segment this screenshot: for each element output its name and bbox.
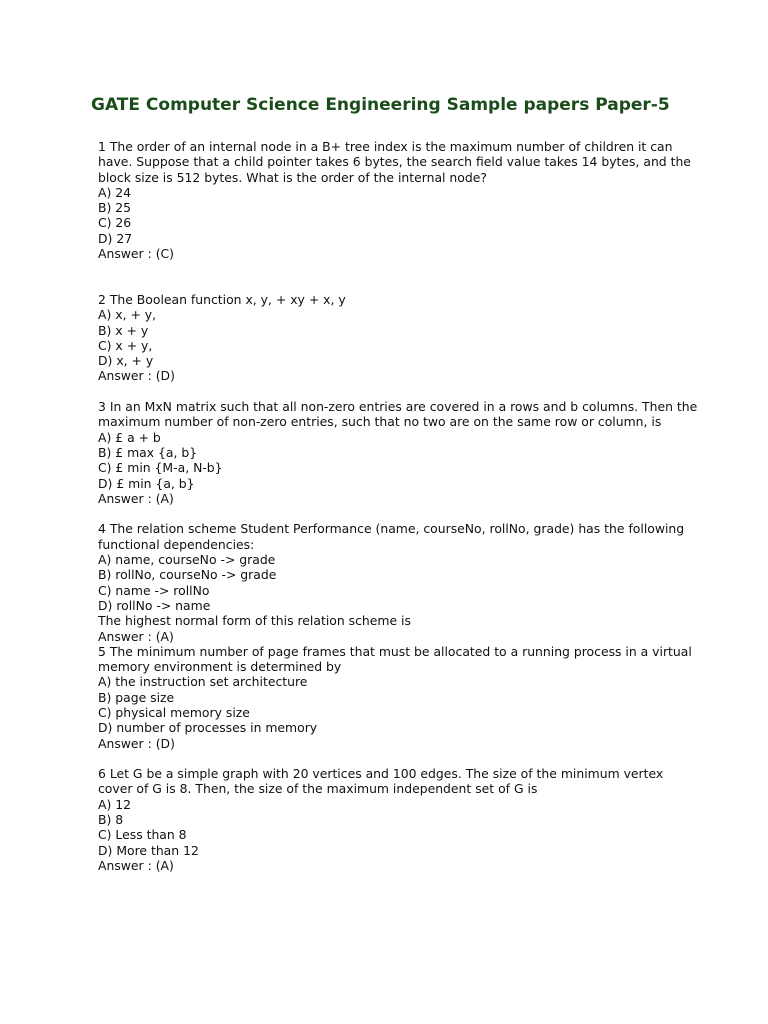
option-d: D) 27	[98, 230, 133, 246]
option-b: B) £ max {a, b}	[98, 444, 198, 460]
option-b: B) rollNo, courseNo -> grade	[98, 567, 277, 583]
question-text: 2 The Boolean function x, y, + xy + x, y	[98, 291, 346, 307]
question-text: 5 The minimum number of page frames that must be allocated to a running process in a virtual memory environment is determined by	[98, 643, 692, 675]
answer: Answer : (A)	[98, 857, 174, 873]
option-b: B) page size	[98, 689, 175, 705]
spacer	[98, 261, 698, 292]
question-2	[98, 292, 698, 384]
option-b: B) x + y	[98, 322, 149, 338]
option-c: C) £ min {M-a, N-b}	[98, 460, 223, 476]
option-c: C) x + y,	[98, 337, 153, 353]
option-c: C) 26	[98, 215, 132, 231]
question-text: 6 Let G be a simple graph with 20 vertices and 100 edges. The size of the minimum vertex cover of G is 8. Then, the size of the maximum independent set of G is	[98, 766, 664, 797]
option-b: B) 8	[98, 812, 124, 828]
question-4	[98, 521, 698, 643]
option-d: D) rollNo -> name	[98, 597, 211, 613]
option-d: D) number of processes in memory	[98, 720, 318, 736]
option-c: C) physical memory size	[98, 704, 250, 720]
answer: Answer : (D)	[98, 735, 175, 751]
option-b: B) 25	[98, 200, 132, 216]
spacer	[98, 751, 698, 766]
option-a: A) £ a + b	[98, 429, 161, 445]
question-followup-text: The highest normal form of this relation scheme is	[98, 613, 411, 629]
question-text: 1 The order of an internal node in a B+ tree index is the maximum number of children it can have. Suppose that a child pointer takes 6 bytes, the search field value takes 14 bytes, and the block size is 512 bytes. What is the order of the internal node?	[98, 139, 691, 185]
option-d: D) x, + y	[98, 353, 154, 369]
answer: Answer : (C)	[98, 246, 175, 262]
option-a: A) 24	[98, 184, 132, 200]
option-d: D) More than 12	[98, 842, 199, 858]
question-text: 4 The relation scheme Student Performance (name, courseNo, rollNo, grade) has the following functional dependencies:	[98, 521, 685, 552]
option-c: C) Less than 8	[98, 827, 187, 843]
question-5	[98, 644, 698, 751]
spacer	[98, 384, 698, 399]
answer: Answer : (A)	[98, 490, 174, 506]
spacer	[98, 506, 698, 521]
option-d: D) £ min {a, b}	[98, 475, 195, 491]
question-text: 3 In an MxN matrix such that all non-zero entries are covered in a rows and b columns. Then the maximum number of non-zero entries, such that no two are on the same row or column, is	[98, 399, 698, 430]
question-1	[98, 139, 698, 261]
option-c: C) name -> rollNo	[98, 582, 210, 598]
questions-list	[98, 139, 698, 873]
answer: Answer : (A)	[98, 628, 174, 644]
option-a: A) 12	[98, 796, 132, 812]
option-a: A) name, courseNo -> grade	[98, 552, 276, 568]
question-3	[98, 399, 698, 506]
option-a: A) the instruction set architecture	[98, 674, 308, 690]
answer: Answer : (D)	[98, 368, 175, 384]
page-title: GATE Computer Science Engineering Sample papers Paper-5	[91, 95, 670, 115]
option-a: A) x, + y,	[98, 307, 157, 323]
question-6	[98, 766, 698, 873]
